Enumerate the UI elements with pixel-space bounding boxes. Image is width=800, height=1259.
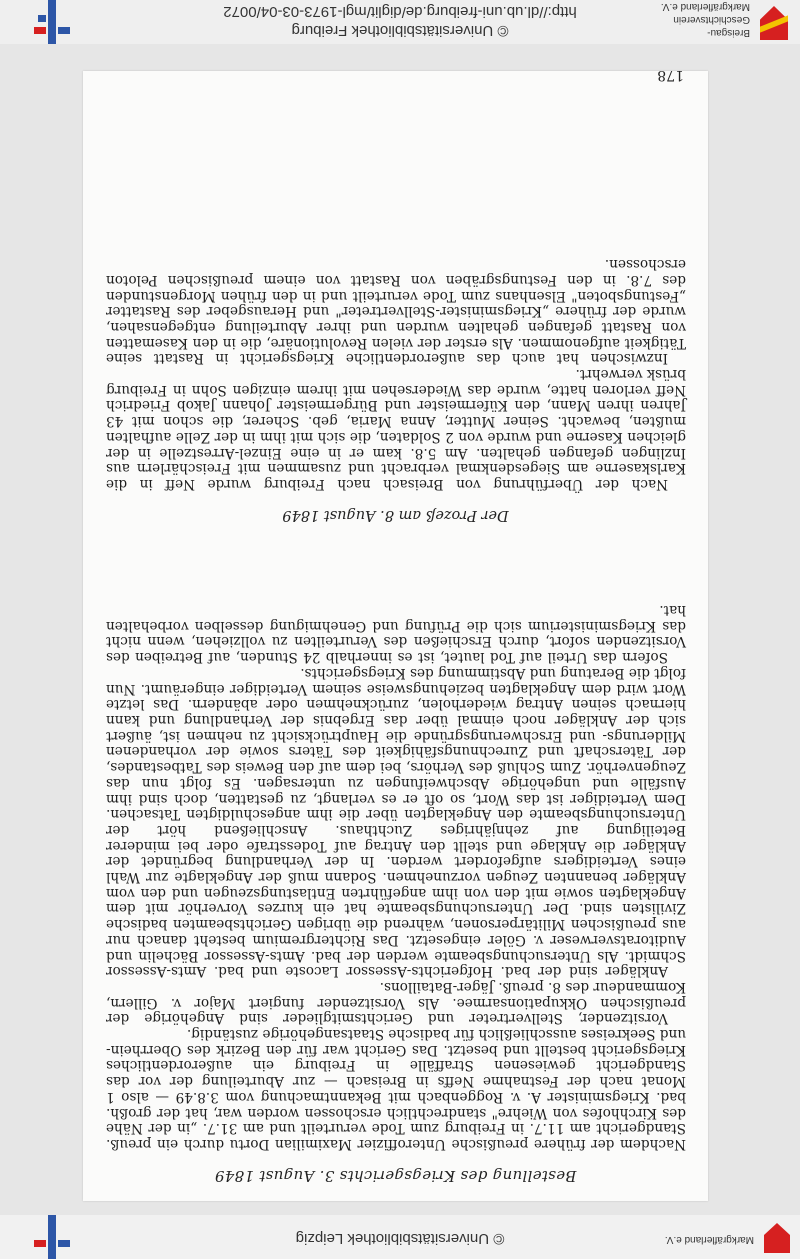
library-logo-icon — [30, 1215, 74, 1259]
scanned-page — [83, 67, 708, 1201]
running-head: Bestellung des Kriegsgerichts 3. August 1849 — [214, 1167, 577, 1185]
viewer-header-band — [0, 0, 800, 44]
society-label: Breisgau- Geschichtsverein Markgräflerland e.V. — [660, 1, 750, 38]
university-logo-icon — [30, 0, 74, 44]
viewer-footer-band — [0, 1215, 800, 1259]
library-credit: © Universitätsbibliothek Freiburg — [291, 22, 509, 39]
paragraph: Nach der Überführung von Breisach nach Freiburg wurde Neff in die Karlskaserne am Siegesdenkmal verbracht und zusammen mit Freischärlern aus Inzlingen gefangen gehalten. Am 5.8. kam er in eine Einzel-Arrestzelle in der gleichen Kaserne und wurde von 2 Soldaten, die sich mit ihm in der Zelle aufhalten mußten, bewacht. Seiner Mutter, Anna Maria, geb. Scherer, die schon mit 43 Jahren ihren Mann, den Küfermeister und Bürgermeister Johann Jakob Friedrich Neff verloren hatte, wurde das Wiedersehen mit ihrem einzigen Sohn in Freiburg brüsk verwehrt. — [106, 366, 686, 492]
society-name: Markgräflerland e.V. — [664, 1234, 754, 1245]
paragraph: Sofern das Urteil auf Tod lautet, ist es innerhalb 24 Stunden, auf Betreiben des Vorsitzenden sofort, durch Erschießen des Verurteilten zu vollziehen, wenn nicht das Kriegsministerium sich die Prüfung und Genehmigung desselben vorbehalten hat. — [106, 602, 686, 666]
section-heading: Der Prozeß am 8. August 1849 — [282, 507, 509, 523]
page-number: 178 — [657, 67, 684, 83]
section-1-text — [106, 601, 686, 1151]
library-credit-leipzig: © Universitätsbibliothek Leipzig — [295, 1230, 505, 1247]
source-url-link[interactable]: http://dl.ub.uni-freiburg.de/diglit/mgl-1973-03-04/0072 — [223, 3, 577, 20]
paragraph: Vorsitzender, Stellvertreter und Gerichtsmitglieder sind Angehörige der preußischen Okkupationsarmee. Als Vorsitzender fungiert Major v. Gillern, Kommandeur des 8. preuß. Jäger-Bataillons. — [106, 978, 686, 1027]
paragraph: Inzwischen hat auch das außerordentliche Kriegsgericht in Rastatt seine Tätigkeit aufgenommen. Als erster der vielen Revolutionäre, die in den Kasematten von Rastatt gefangen gehalten wurden und ihrer Aburteilung entgegensahen, wurde der frühere „Kriegsminister-Stellvertreter" und Herausgeber des Rastatter „Festungsboten" Elsenhans zum Tode verurteilt und in den frühen Morgenstunden des 7.8. in den Festungsgräben von Rastatt von einem preußischen Peloton erschossen. — [106, 256, 686, 367]
paragraph: Ankläger sind der bad. Hofgerichts-Assessor Lacoste und bad. Amts-Assessor Schmidt. Als Untersuchungsbeamte werden der bad. Amts-Assessor Bächelin und Auditoratsverweser v. Göler eingesetzt. Das Richtergremium besteht danach nur aus preußischen Militärpersonen, während die übrigen Gerichtsbeamten badische Zivilisten sind. Der Untersuchungsbeamte hat ein kurzes Vorverhör mit dem Angeklagten sowie mit den von ihm angeführten Entlastungszeugen und den vom Ankläger benannten Zeugen vorzunehmen. Sodann muß der Angeklagte zur Wahl eines Verteidigers aufgefordert werden. In der Verhandlung begründet der Ankläger die Anklage und stellt den Antrag auf Todesstrafe oder bei minderer Beteiligung auf zehnjähriges Zuchthaus. Anschließend hört der Untersuchungsbeamte den Angeklagten über die ihm angeschuldigten Tatsachen. Dem Verteidiger ist das Wort, so oft er es verlangt, zu gestatten, doch sind ihm Ausfälle und ungehörige Abschweifungen zu untersagen. Es folgt nun das Zeugenverhör. Zum Schluß des Verhörs, bei dem auf den Beweis des Tatbestandes, der Täterschaft und Zurechnungsfähigkeit des Täters sowie der vorhandenen Milderungs- und Erschwerungsgründe die Hauptrücksicht zu nehmen ist, äußert sich der Ankläger noch einmal über das Ergebnis der Verhandlung und kann hiernach seinen Antrag wiederholen, zurücknehmen oder abändern. Das letzte Wort wird dem Angeklagten beziehungsweise seinem Verteidiger eingeräumt. Nun folgt die Beratung und Abstimmung des Kriegsgerichts. — [106, 664, 686, 980]
paragraph: Nachdem der frühere preußische Unteroffizier Maximilian Dortu durch ein preuß. Standgericht am 11.7. in Freiburg zum Tode verurteilt und am 31.7. „in der Nähe des Kirchhofes von Wiehre" standrechtlich erschossen worden war, hat der großh. bad. Kriegsminister A. v. Roggenbach mit Bekanntmachung vom 3.8.49 — also 1 Monat nach der Festnahme Neffs in Breisach — zur Aburteilung der vor das Standgericht gewiesenen Straffälle in Freiburg ein außerordentliches Kriegsgericht bestellt und besetzt. Das Gericht war für den Bezirk des Oberrhein- und Seekreises ausschließlich für badische Staatsangehörige zuständig. — [106, 1026, 686, 1152]
section-2-text — [106, 255, 686, 491]
